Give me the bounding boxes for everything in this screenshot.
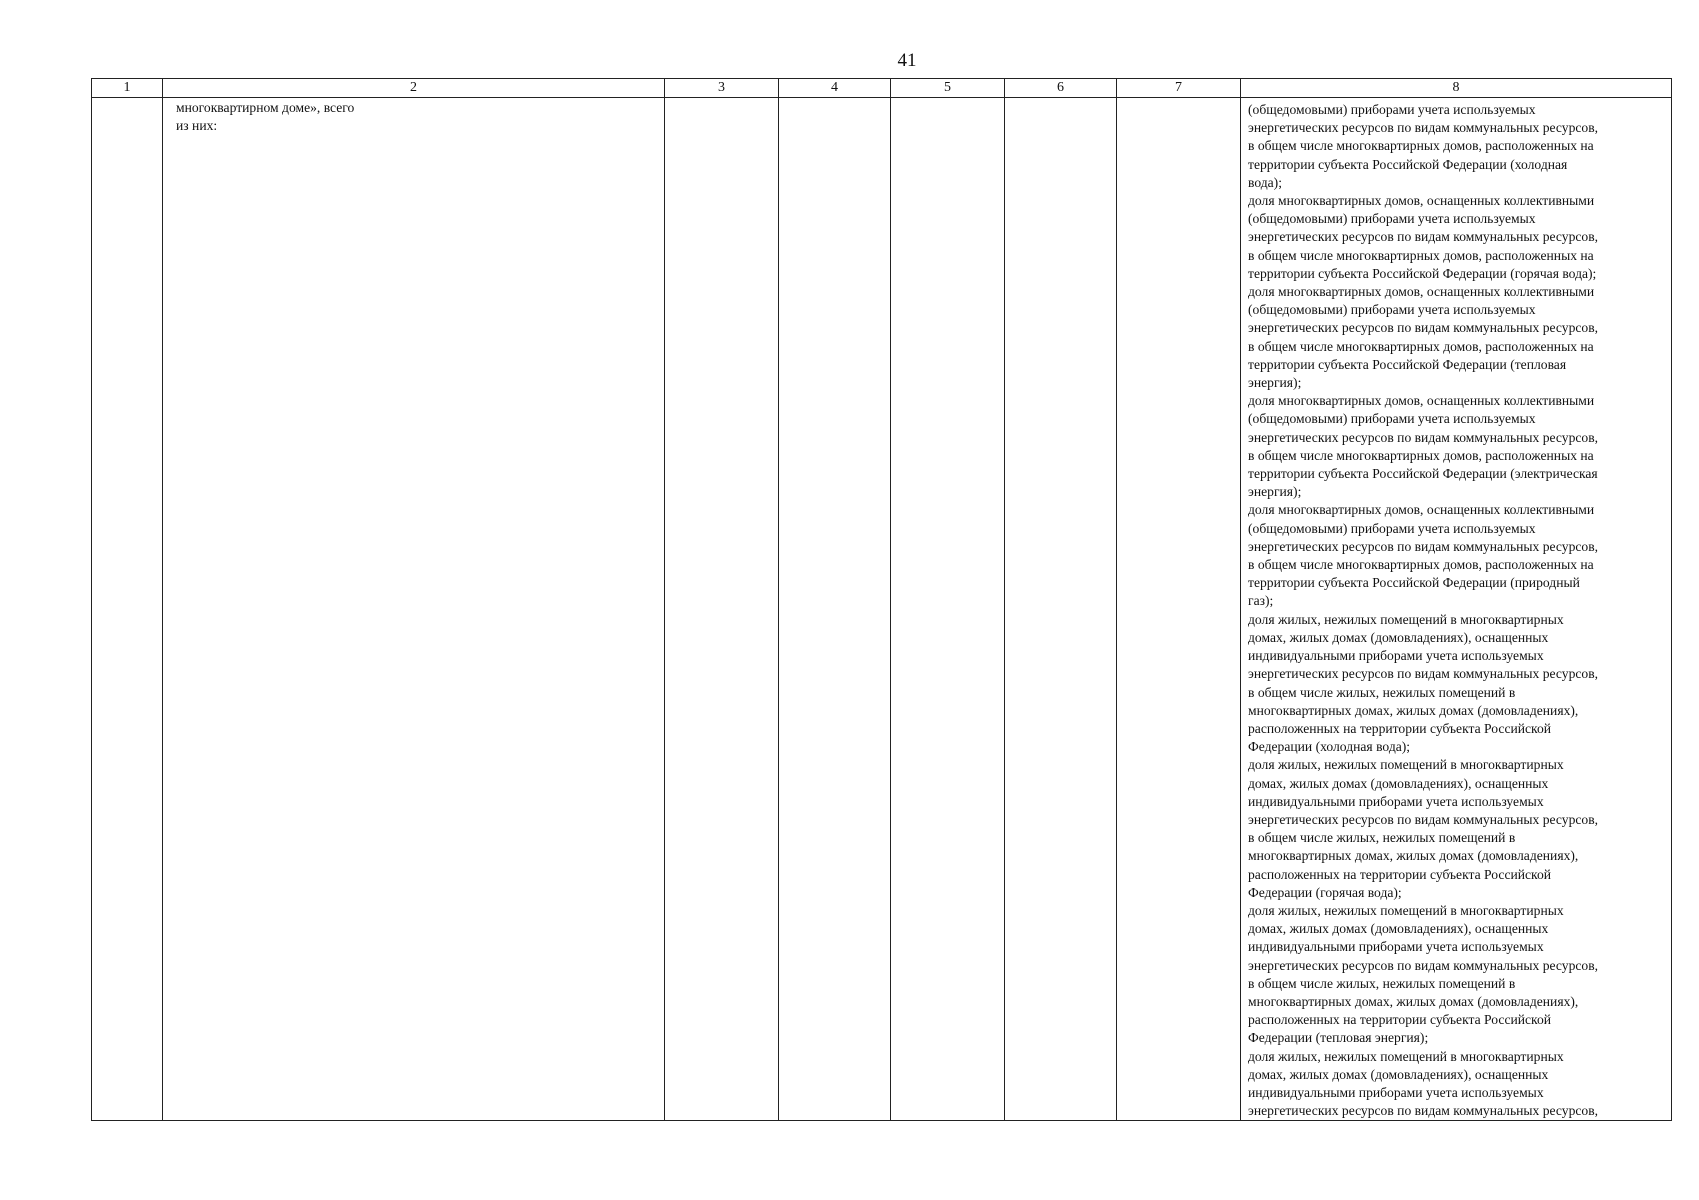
column-header-1: 1 — [92, 79, 163, 98]
description-line: вода); — [1248, 174, 1282, 190]
description-line: в общем числе многоквартирных домов, расположенных на — [1248, 138, 1594, 154]
description-line: территории субъекта Российской Федерации (электрическая — [1248, 466, 1598, 482]
description-line: расположенных на территории субъекта Российской — [1248, 1012, 1552, 1028]
description-line: (общедомовыми) приборами учета используемых — [1248, 211, 1536, 227]
description-line: (общедомовыми) приборами учета используемых — [1248, 520, 1536, 536]
description-line: энергетических ресурсов по видам коммунальных ресурсов, — [1248, 229, 1599, 245]
column-header-2: 2 — [163, 79, 665, 98]
description-line: домах, жилых домах (домовладениях), оснащенных — [1248, 1066, 1549, 1082]
description-line: в общем числе многоквартирных домов, расположенных на — [1248, 447, 1594, 463]
indicator-name-line: из них: — [176, 118, 218, 134]
description-line: в общем числе многоквартирных домов, расположенных на — [1248, 557, 1594, 573]
description-line: домах, жилых домах (домовладениях), оснащенных — [1248, 775, 1549, 791]
page-number: 41 — [897, 50, 917, 71]
table-row — [92, 98, 1672, 1121]
description-line: в общем числе жилых, нежилых помещений в — [1248, 830, 1516, 846]
description-line: энергетических ресурсов по видам коммунальных ресурсов, — [1248, 538, 1599, 554]
cell-col-3 — [665, 98, 779, 1121]
description-line: (общедомовыми) приборами учета используемых — [1248, 302, 1536, 318]
description-line: территории субъекта Российской Федерации (тепловая — [1248, 356, 1567, 372]
description-line: индивидуальными приборами учета используемых — [1248, 648, 1544, 664]
description-line: доля жилых, нежилых помещений в многоквартирных — [1248, 1048, 1564, 1064]
description-line: Федерации (тепловая энергия); — [1248, 1030, 1429, 1046]
description-line: индивидуальными приборами учета используемых — [1248, 1084, 1544, 1100]
cell-col-1 — [92, 98, 163, 1121]
description-line: индивидуальными приборами учета используемых — [1248, 793, 1544, 809]
description-line: в общем числе многоквартирных домов, расположенных на — [1248, 247, 1594, 263]
column-header-7: 7 — [1117, 79, 1241, 98]
indicator-table — [91, 78, 1672, 1121]
description-line: энергия); — [1248, 375, 1302, 391]
description-line: газ); — [1248, 593, 1274, 609]
description-line: доля жилых, нежилых помещений в многоквартирных — [1248, 757, 1564, 773]
column-header-5: 5 — [891, 79, 1005, 98]
description-line: расположенных на территории субъекта Российской — [1248, 720, 1552, 736]
description-line: индивидуальными приборами учета используемых — [1248, 939, 1544, 955]
description-line: доля жилых, нежилых помещений в многоквартирных — [1248, 902, 1564, 918]
cell-col-2-indicator-name — [163, 98, 665, 1121]
indicator-name-line: многоквартирном доме», всего — [176, 100, 355, 115]
description-line: (общедомовыми) приборами учета используемых — [1248, 411, 1536, 427]
cell-col-6 — [1005, 98, 1117, 1121]
description-line: многоквартирных домах, жилых домах (домовладениях), — [1248, 993, 1579, 1009]
description-line: в общем числе жилых, нежилых помещений в — [1248, 975, 1516, 991]
cell-col-5 — [891, 98, 1005, 1121]
description-line: территории субъекта Российской Федерации (холодная — [1248, 156, 1568, 172]
description-line: многоквартирных домах, жилых домах (домовладениях), — [1248, 848, 1579, 864]
description-line: территории субъекта Российской Федерации (горячая вода); — [1248, 265, 1597, 281]
column-header-4: 4 — [779, 79, 891, 98]
description-line: доля многоквартирных домов, оснащенных коллективными — [1248, 193, 1595, 209]
description-line: расположенных на территории субъекта Российской — [1248, 866, 1552, 882]
description-line: энергетических ресурсов по видам коммунальных ресурсов, — [1248, 120, 1599, 136]
description-line: энергетических ресурсов по видам коммунальных ресурсов, — [1248, 320, 1599, 336]
description-line: домах, жилых домах (домовладениях), оснащенных — [1248, 629, 1549, 645]
column-header-3: 3 — [665, 79, 779, 98]
description-line: доля многоквартирных домов, оснащенных коллективными — [1248, 393, 1595, 409]
column-number-row — [92, 79, 1672, 98]
cell-col-7 — [1117, 98, 1241, 1121]
cell-col-4 — [779, 98, 891, 1121]
column-header-8: 8 — [1241, 79, 1672, 98]
description-line: доля многоквартирных домов, оснащенных коллективными — [1248, 284, 1595, 300]
description-line: Федерации (горячая вода); — [1248, 884, 1402, 900]
description-line: домах, жилых домах (домовладениях), оснащенных — [1248, 921, 1549, 937]
description-line: (общедомовыми) приборами учета используемых — [1248, 102, 1536, 117]
description-line: энергетических ресурсов по видам коммунальных ресурсов, — [1248, 811, 1599, 827]
description-line: Федерации (холодная вода); — [1248, 739, 1411, 755]
description-line: энергетических ресурсов по видам коммунальных ресурсов, — [1248, 957, 1599, 973]
description-line: территории субъекта Российской Федерации (природный — [1248, 575, 1580, 591]
description-line: доля многоквартирных домов, оснащенных коллективными — [1248, 502, 1595, 518]
description-line: энергия); — [1248, 484, 1302, 500]
description-line: энергетических ресурсов по видам коммунальных ресурсов, — [1248, 666, 1599, 682]
column-header-6: 6 — [1005, 79, 1117, 98]
cell-col-8-description — [1241, 98, 1672, 1121]
description-line: в общем числе жилых, нежилых помещений в — [1248, 684, 1516, 700]
description-line: многоквартирных домах, жилых домах (домовладениях), — [1248, 702, 1579, 718]
description-line: энергетических ресурсов по видам коммунальных ресурсов, — [1248, 429, 1599, 445]
description-line: в общем числе многоквартирных домов, расположенных на — [1248, 338, 1594, 354]
description-line: энергетических ресурсов по видам коммунальных ресурсов, — [1248, 1103, 1599, 1119]
description-line: доля жилых, нежилых помещений в многоквартирных — [1248, 611, 1564, 627]
